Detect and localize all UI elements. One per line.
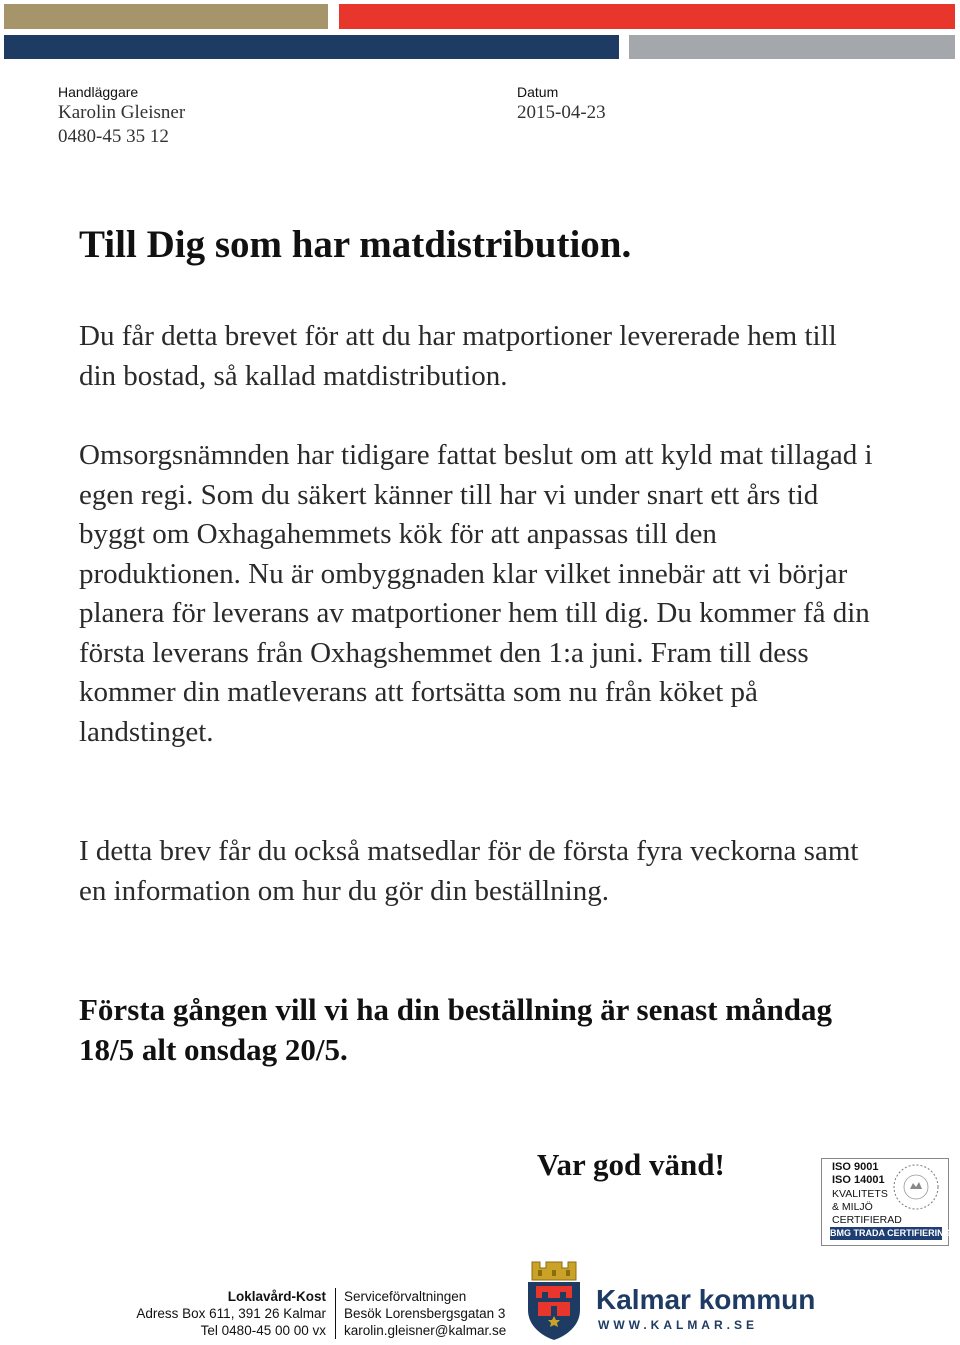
handler-block: [58, 83, 185, 149]
footer-phone: Tel 0480-45 00 00 vx: [200, 1323, 326, 1338]
swedac-seal-icon: [890, 1161, 942, 1213]
iso-certification-badge: [821, 1158, 949, 1246]
footer-left: [136, 1288, 326, 1339]
handler-phone: 0480-45 35 12: [58, 126, 169, 147]
iso-9001-label: ISO 9001: [832, 1161, 879, 1173]
date-label: Datum: [517, 84, 559, 100]
quality-label: KVALITETS: [832, 1188, 888, 1200]
environment-label: & MILJÖ: [832, 1201, 873, 1213]
iso-14001-label: ISO 14001: [832, 1174, 885, 1186]
municipality-name: Kalmar kommun: [596, 1284, 816, 1315]
footer-address: Adress Box 611, 391 26 Kalmar: [136, 1306, 326, 1321]
footer-unit: Loklavård-Kost: [227, 1289, 326, 1304]
certifier-label: BMG TRADA CERTIFIERING: [830, 1228, 951, 1238]
date-value: 2015-04-23: [517, 102, 606, 123]
header-stripe-gray: [629, 35, 955, 59]
header-stripe-navy: [4, 35, 619, 59]
footer-right: [335, 1288, 506, 1339]
header-stripe-tan: [4, 4, 328, 29]
municipality-website: WWW.KALMAR.SE: [598, 1318, 758, 1332]
date-block: [517, 83, 606, 125]
paragraph-enclosures: I detta brev får du också matsedlar för de första fyra veckorna samt en information om hur du gör din beställning.: [79, 835, 859, 907]
footer-department: Serviceförvaltningen: [344, 1289, 467, 1304]
paragraph-news: Omsorgsnämnden har tidigare fattat beslut om att kyld mat tillagad i egen regi. Som du säkert känner till har vi under snart ett års tid byggt om Oxhagahemmets kök för att anpassas till den produktionen. Nu är ombyggnaden klar vilket innebär att vi börjar planera för leverans av matportioner hem till dig. Du kommer få din första leverans från Oxhagshemmet den 1:a juni. Fram till dess kommer din matleverans att fortsätta som nu från köket på landstinget.: [79, 439, 873, 748]
paragraph-intro: Du får detta brevet för att du har matportioner levererade hem till din bostad, så kallad matdistribution.: [79, 320, 837, 392]
order-deadline: Första gången vill vi ha din beställning är senast måndag 18/5 alt onsdag 20/5.: [79, 992, 833, 1067]
handler-label: Handläggare: [58, 84, 139, 100]
handler-name: Karolin Gleisner: [58, 102, 186, 123]
turn-over-note: Var god vänd!: [537, 1147, 725, 1182]
kalmar-crest-icon: [524, 1258, 584, 1342]
header-stripe-red: [339, 4, 955, 29]
footer-visit-address: Besök Lorensbergsgatan 3: [344, 1306, 506, 1321]
certified-label: CERTIFIERAD: [832, 1214, 902, 1226]
footer-email: karolin.gleisner@kalmar.se: [344, 1323, 507, 1338]
letter-title: Till Dig som har matdistribution.: [79, 223, 632, 266]
